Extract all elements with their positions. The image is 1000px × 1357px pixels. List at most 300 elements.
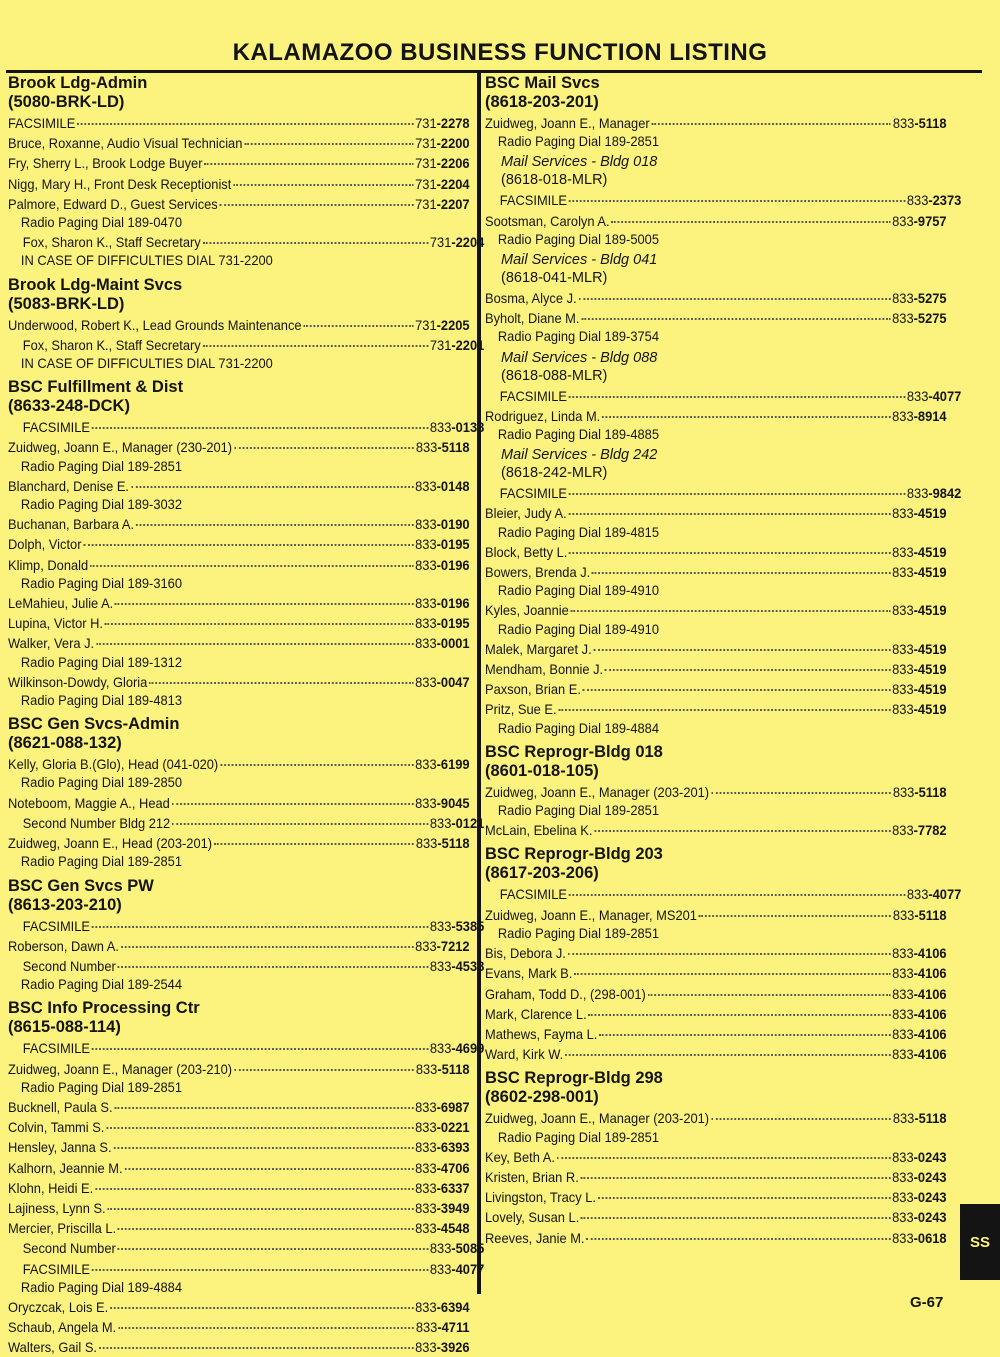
- phone-extension: -4519: [913, 640, 947, 657]
- dot-leader: [77, 109, 413, 125]
- phone-exchange: 833: [415, 1119, 437, 1136]
- section-heading: BSC Gen Svcs PW: [8, 876, 154, 895]
- phone-number: [892, 407, 946, 425]
- phone-extension: -0138: [451, 419, 485, 436]
- phone-number: [892, 680, 946, 698]
- phone-number: [415, 114, 469, 132]
- dot-leader: [598, 1183, 890, 1199]
- dot-leader: [711, 778, 891, 794]
- section-heading: BSC Fulfillment & Dist: [8, 378, 184, 397]
- phone-extension: -4519: [913, 602, 947, 619]
- entry-name: Lovely, Susan L.: [485, 1209, 580, 1226]
- dot-leader: [114, 1093, 413, 1109]
- phone-exchange: 833: [415, 1139, 437, 1156]
- listing-note: Radio Paging Dial 189-4884: [497, 719, 659, 736]
- entry-name: FACSIMILE: [22, 419, 91, 436]
- dot-leader: [83, 530, 413, 546]
- dot-leader: [586, 1224, 890, 1240]
- listing-entry: [485, 599, 947, 619]
- section-heading: BSC Reprogr-Bldg 018: [485, 742, 663, 761]
- listing-note: Radio Paging Dial 189-2851: [497, 924, 659, 941]
- entry-name: Walters, Gail S.: [8, 1339, 97, 1356]
- entry-name: FACSIMILE: [22, 1260, 91, 1277]
- phone-extension: -2278: [436, 115, 470, 131]
- listing-entry: [485, 210, 947, 230]
- phone-number: [415, 673, 469, 691]
- entry-name: Bowers, Brenda J.: [485, 564, 591, 581]
- entry-name: Zuidweg, Joann E., Manager (203-210): [8, 1060, 233, 1077]
- dot-leader: [220, 750, 413, 766]
- listing-entry: [8, 436, 470, 456]
- entry-name: Kyles, Joannie: [485, 602, 569, 619]
- directory-section: [8, 999, 485, 1356]
- phone-extension: -4106: [913, 1046, 947, 1063]
- phone-exchange: 833: [892, 1189, 914, 1206]
- entry-name: Paxson, Brian E.: [485, 681, 581, 698]
- dot-leader: [588, 1000, 890, 1016]
- phone-exchange: 833: [892, 564, 914, 581]
- section-heading: BSC Reprogr-Bldg 203: [485, 845, 663, 864]
- listing-entry: [8, 1258, 484, 1278]
- directory-section: [485, 743, 947, 840]
- phone-number: [892, 944, 946, 962]
- phone-extension: -7212: [436, 937, 470, 954]
- phone-extension: -2204: [436, 175, 470, 192]
- phone-number: [430, 917, 484, 935]
- dot-leader: [172, 809, 428, 825]
- section-code: (5080-BRK-LD): [8, 93, 125, 111]
- phone-exchange: 833: [892, 1046, 914, 1063]
- phone-exchange: 833: [415, 756, 437, 773]
- phone-extension: -5118: [914, 115, 947, 131]
- entry-name: FACSIMILE: [499, 192, 568, 209]
- entry-name: Bleier, Judy A.: [485, 505, 567, 522]
- phone-exchange: 833: [892, 1110, 915, 1127]
- directory-section: [485, 845, 962, 1063]
- phone-exchange: 833: [892, 1229, 914, 1246]
- phone-number: [415, 1179, 469, 1197]
- phone-exchange: 833: [415, 536, 437, 553]
- dot-leader: [557, 1143, 891, 1159]
- phone-exchange: 833: [415, 556, 437, 573]
- phone-extension: -3949: [436, 1199, 470, 1216]
- dot-leader: [233, 170, 413, 186]
- listing-note: Radio Paging Dial 189-4815: [497, 523, 659, 540]
- phone-exchange: 833: [415, 516, 437, 533]
- phone-number: [892, 563, 946, 581]
- dot-leader: [569, 538, 890, 554]
- phone-extension: -4077: [451, 1260, 485, 1277]
- listing-entry: [8, 1058, 470, 1078]
- dot-leader: [234, 433, 414, 449]
- phone-number: [892, 1025, 946, 1043]
- dot-leader: [92, 912, 428, 928]
- entry-name: Zuidweg, Joann E., Manager, MS201: [485, 906, 697, 923]
- phone-exchange: 833: [429, 957, 452, 974]
- phone-number: [893, 783, 947, 801]
- phone-exchange: 731: [415, 115, 437, 131]
- listing-entry: [485, 698, 947, 718]
- phone-extension: -0243: [913, 1148, 947, 1165]
- dot-leader: [571, 596, 891, 612]
- phone-number: [892, 1229, 946, 1247]
- listing-note: Radio Paging Dial 189-2851: [20, 457, 182, 474]
- phone-exchange: 833: [415, 937, 437, 954]
- entry-name: Wilkinson-Dowdy, Gloria: [8, 673, 148, 690]
- phone-exchange: 833: [415, 1220, 437, 1237]
- phone-number: [892, 1005, 946, 1023]
- subsection-code: (8618-041-MLR): [501, 270, 608, 287]
- section-heading: BSC Info Processing Ctr: [8, 999, 200, 1018]
- dot-leader: [244, 129, 413, 145]
- dot-leader: [711, 1104, 891, 1120]
- phone-number: [415, 634, 469, 652]
- phone-exchange: 833: [429, 917, 452, 934]
- dot-leader: [581, 1163, 891, 1179]
- phone-extension: -4106: [913, 1005, 947, 1022]
- phone-number: [893, 906, 947, 924]
- phone-extension: -0195: [436, 615, 470, 632]
- dot-leader: [578, 284, 890, 300]
- phone-number: [430, 418, 484, 436]
- phone-extension: -6394: [436, 1298, 470, 1315]
- phone-exchange: 833: [429, 1040, 452, 1057]
- section-code: (8602-298-001): [485, 1088, 599, 1107]
- dot-leader: [95, 1174, 413, 1190]
- directory-section: [8, 275, 485, 373]
- phone-extension: -6393: [436, 1139, 470, 1156]
- entry-name: Palmore, Edward D., Guest Services: [8, 195, 218, 212]
- phone-extension: -6337: [436, 1179, 470, 1196]
- phone-extension: -0190: [436, 516, 470, 533]
- section-code: (8618-203-201): [485, 93, 599, 111]
- listing-note: IN CASE OF DIFFICULTIES DIAL 731-2200: [20, 355, 273, 372]
- entry-name: Blanchard, Denise E.: [8, 477, 130, 494]
- entry-name: Second Number: [22, 1240, 116, 1257]
- entry-name: Nigg, Mary H., Front Desk Receptionist: [8, 175, 232, 192]
- phone-exchange: 833: [892, 985, 914, 1002]
- subsection-heading: Mail Services - Bldg 041: [501, 252, 658, 269]
- dot-leader: [131, 472, 413, 488]
- dot-leader: [569, 880, 905, 896]
- dot-leader: [99, 1333, 413, 1349]
- phone-extension: -4538: [451, 957, 485, 974]
- dot-leader: [605, 655, 890, 671]
- phone-number: [430, 1039, 484, 1057]
- phone-number: [892, 640, 946, 658]
- phone-extension: -0243: [913, 1209, 947, 1226]
- listing-entry: [485, 112, 947, 132]
- phone-number: [892, 1168, 946, 1186]
- phone-exchange: 833: [892, 602, 914, 619]
- listing-entry: [485, 819, 947, 839]
- entry-name: Bosma, Alyce J.: [485, 290, 577, 307]
- phone-number: [416, 438, 470, 456]
- entry-name: Lupina, Victor H.: [8, 615, 103, 632]
- section-code: (5083-BRK-LD): [8, 294, 125, 313]
- dot-leader: [121, 932, 413, 948]
- subsection-code: (8618-242-MLR): [501, 465, 608, 482]
- phone-exchange: 833: [415, 439, 438, 456]
- dot-leader: [602, 402, 890, 418]
- phone-exchange: 833: [415, 615, 437, 632]
- section-code: (8617-203-206): [485, 864, 599, 883]
- phone-extension: -2201: [451, 336, 485, 353]
- dot-leader: [118, 1313, 414, 1329]
- dot-leader: [234, 1055, 414, 1071]
- phone-exchange: 833: [415, 1060, 438, 1077]
- phone-extension: -5118: [437, 439, 470, 456]
- listing-note: Radio Paging Dial 189-4813: [20, 692, 182, 709]
- phone-number: [893, 114, 947, 132]
- phone-extension: -5118: [914, 906, 947, 923]
- dot-leader: [599, 1020, 890, 1036]
- entry-name: Fox, Sharon K., Staff Secretary: [22, 234, 201, 251]
- dot-leader: [118, 1214, 413, 1230]
- listing-note: Radio Paging Dial 189-0470: [20, 214, 182, 231]
- phone-number: [415, 614, 469, 632]
- entry-name: Kristen, Brian R.: [485, 1168, 579, 1185]
- listing-entry: [485, 502, 947, 522]
- listing-note: Radio Paging Dial 189-4910: [497, 620, 659, 637]
- subsection-heading: Mail Services - Bldg 088: [501, 349, 658, 366]
- dot-leader: [565, 1040, 890, 1056]
- phone-number: [415, 556, 469, 574]
- phone-exchange: 731: [415, 195, 437, 212]
- section-heading: BSC Reprogr-Bldg 298: [485, 1069, 663, 1088]
- phone-number: [415, 134, 469, 152]
- dot-leader: [113, 1133, 413, 1149]
- phone-extension: -5085: [451, 1240, 485, 1257]
- section-code: (8615-088-114): [8, 1018, 121, 1037]
- phone-exchange: 833: [892, 407, 914, 424]
- dot-leader: [118, 952, 428, 968]
- phone-number: [892, 601, 946, 619]
- dot-leader: [592, 558, 890, 574]
- phone-number: [892, 964, 946, 982]
- entry-name: Roberson, Dawn A.: [8, 937, 119, 954]
- entry-name: Second Number Bldg 212: [22, 814, 171, 831]
- entry-name: Graham, Todd D., (298-001): [485, 985, 646, 1002]
- phone-number: [415, 154, 469, 172]
- phone-exchange: 833: [906, 886, 929, 903]
- dot-leader: [110, 1293, 413, 1309]
- phone-extension: -5118: [437, 1060, 470, 1077]
- phone-exchange: 731: [415, 316, 437, 333]
- listing-entry: [8, 832, 470, 852]
- phone-exchange: 833: [892, 212, 914, 229]
- phone-number: [892, 660, 946, 678]
- phone-extension: -2200: [436, 135, 470, 152]
- dot-leader: [90, 551, 413, 567]
- entry-name: FACSIMILE: [499, 387, 568, 404]
- phone-exchange: 833: [892, 945, 914, 962]
- entry-name: Zuidweg, Joann E., Head (203-201): [8, 835, 213, 852]
- phone-extension: -2204: [451, 234, 485, 251]
- dot-leader: [124, 1154, 413, 1170]
- phone-number: [892, 1045, 946, 1063]
- dot-leader: [594, 635, 891, 651]
- listing-note: Radio Paging Dial 189-3754: [497, 328, 659, 345]
- phone-number: [892, 543, 946, 561]
- phone-extension: -6199: [436, 756, 470, 773]
- phone-exchange: 833: [415, 673, 437, 690]
- phone-extension: -5275: [913, 310, 947, 327]
- dot-leader: [105, 609, 413, 625]
- phone-exchange: 833: [892, 965, 914, 982]
- phone-extension: -4077: [928, 387, 962, 404]
- listing-note: Radio Paging Dial 189-2544: [20, 976, 182, 993]
- phone-number: [430, 1260, 484, 1278]
- listing-entry: [8, 231, 484, 251]
- entry-name: Zuidweg, Joann E., Manager (203-201): [485, 783, 710, 800]
- phone-exchange: 833: [892, 640, 914, 657]
- entry-name: FACSIMILE: [499, 485, 568, 502]
- directory-section: [8, 876, 485, 994]
- phone-extension: -0148: [436, 477, 470, 494]
- dot-leader: [569, 382, 905, 398]
- section-tab[interactable]: SS: [960, 1204, 1000, 1280]
- listing-entry: [8, 671, 470, 691]
- entry-name: Oryczcak, Lois E.: [8, 1298, 109, 1315]
- entry-name: Hensley, Janna S.: [8, 1139, 112, 1156]
- phone-exchange: 833: [415, 1319, 438, 1336]
- section-code: (8601-018-105): [485, 761, 599, 780]
- phone-extension: -4519: [913, 681, 947, 698]
- section-heading: BSC Gen Svcs-Admin: [8, 715, 180, 734]
- entry-name: Lajiness, Lynn S.: [8, 1199, 106, 1216]
- page-number: G-67: [910, 1294, 944, 1311]
- listing-entry: [8, 334, 484, 354]
- dot-leader: [136, 510, 413, 526]
- phone-number: [415, 477, 469, 495]
- entry-name: Bucknell, Paula S.: [8, 1098, 113, 1115]
- listing-entry: [485, 405, 947, 425]
- phone-number: [415, 535, 469, 553]
- listing-entry: [485, 307, 947, 327]
- phone-extension: -5385: [451, 917, 485, 934]
- phone-extension: -0047: [436, 673, 470, 690]
- phone-exchange: 833: [415, 1298, 437, 1315]
- phone-number: [415, 175, 469, 193]
- dot-leader: [92, 1255, 428, 1271]
- dot-leader: [652, 109, 891, 125]
- phone-extension: -5118: [914, 1110, 947, 1127]
- phone-number: [415, 594, 469, 612]
- listing-note: Radio Paging Dial 189-3032: [20, 496, 182, 513]
- phone-number: [415, 1138, 469, 1156]
- phone-extension: -9045: [436, 794, 470, 811]
- entry-name: Colvin, Tammi S.: [8, 1119, 105, 1136]
- phone-exchange: 833: [906, 192, 929, 209]
- dot-leader: [92, 413, 428, 429]
- phone-exchange: 833: [892, 310, 914, 327]
- entry-name: Mathews, Fayma L.: [485, 1025, 598, 1042]
- dot-leader: [115, 589, 413, 605]
- entry-name: Key, Beth A.: [485, 1148, 555, 1165]
- listing-note: Radio Paging Dial 189-4885: [497, 426, 659, 443]
- entry-name: Klohn, Heidi E.: [8, 1179, 94, 1196]
- dot-leader: [214, 829, 414, 845]
- phone-number: [892, 289, 946, 307]
- entry-name: Bis, Debora J.: [485, 945, 566, 962]
- phone-extension: -2206: [436, 155, 470, 172]
- title-rule: [6, 70, 982, 73]
- listing-entry: [8, 475, 470, 495]
- listing-note: IN CASE OF DIFFICULTIES DIAL 731-2200: [20, 252, 273, 269]
- dot-leader: [96, 629, 413, 645]
- directory-section: [8, 715, 485, 870]
- phone-number: [415, 1159, 469, 1177]
- phone-number: [892, 821, 946, 839]
- phone-extension: -0195: [436, 536, 470, 553]
- phone-exchange: 833: [892, 906, 915, 923]
- right-column: [485, 74, 962, 1247]
- dot-leader: [303, 311, 413, 327]
- dot-leader: [107, 1194, 413, 1210]
- phone-extension: -9842: [928, 485, 962, 502]
- dot-leader: [149, 668, 413, 684]
- phone-number: [416, 834, 470, 852]
- directory-section: [8, 74, 485, 270]
- entry-name: Ward, Kirk W.: [485, 1046, 564, 1063]
- phone-exchange: 833: [415, 1159, 437, 1176]
- entry-name: Fox, Sharon K., Staff Secretary: [22, 336, 201, 353]
- phone-extension: -2205: [436, 316, 470, 333]
- phone-number: [892, 212, 946, 230]
- phone-number: [415, 515, 469, 533]
- entry-name: Block, Betty L.: [485, 543, 568, 560]
- phone-exchange: 833: [906, 485, 929, 502]
- entry-name: Zuidweg, Joann E., Manager (203-201): [485, 1110, 710, 1127]
- directory-section: [485, 1069, 947, 1246]
- entry-name: Fry, Sherry L., Brook Lodge Buyer: [8, 155, 203, 172]
- entry-name: LeMahieu, Julie A.: [8, 595, 114, 612]
- phone-exchange: 833: [892, 505, 914, 522]
- listing-note: Radio Paging Dial 189-3160: [20, 574, 182, 591]
- phone-extension: -0001: [436, 635, 470, 652]
- phone-extension: -4077: [928, 886, 962, 903]
- phone-extension: -6987: [436, 1098, 470, 1115]
- entry-name: Second Number: [22, 957, 116, 974]
- entry-name: Noteboom, Maggie A., Head: [8, 794, 170, 811]
- phone-number: [892, 985, 946, 1003]
- phone-number: [415, 195, 469, 213]
- phone-number: [415, 1098, 469, 1116]
- phone-number: [415, 1199, 469, 1217]
- phone-exchange: 833: [892, 1168, 914, 1185]
- listing-note: Radio Paging Dial 189-2851: [20, 1078, 182, 1095]
- phone-extension: -2207: [436, 195, 470, 212]
- column-divider: [477, 72, 481, 1294]
- phone-exchange: 833: [892, 701, 914, 718]
- section-code: (8613-203-210): [8, 895, 122, 914]
- listing-note: Radio Paging Dial 189-5005: [497, 230, 659, 247]
- phone-exchange: 833: [892, 543, 914, 560]
- entry-name: FACSIMILE: [499, 886, 568, 903]
- phone-extension: -5118: [437, 835, 470, 852]
- phone-extension: -5275: [913, 290, 947, 307]
- dot-leader: [568, 499, 890, 515]
- phone-extension: -0618: [913, 1229, 947, 1246]
- phone-exchange: 833: [415, 835, 438, 852]
- dot-leader: [220, 190, 414, 206]
- phone-exchange: 833: [892, 1148, 914, 1165]
- phone-number: [893, 1109, 947, 1127]
- phone-extension: -0121: [451, 814, 485, 831]
- dot-leader: [92, 1034, 428, 1050]
- listing-note: Radio Paging Dial 189-1312: [20, 653, 182, 670]
